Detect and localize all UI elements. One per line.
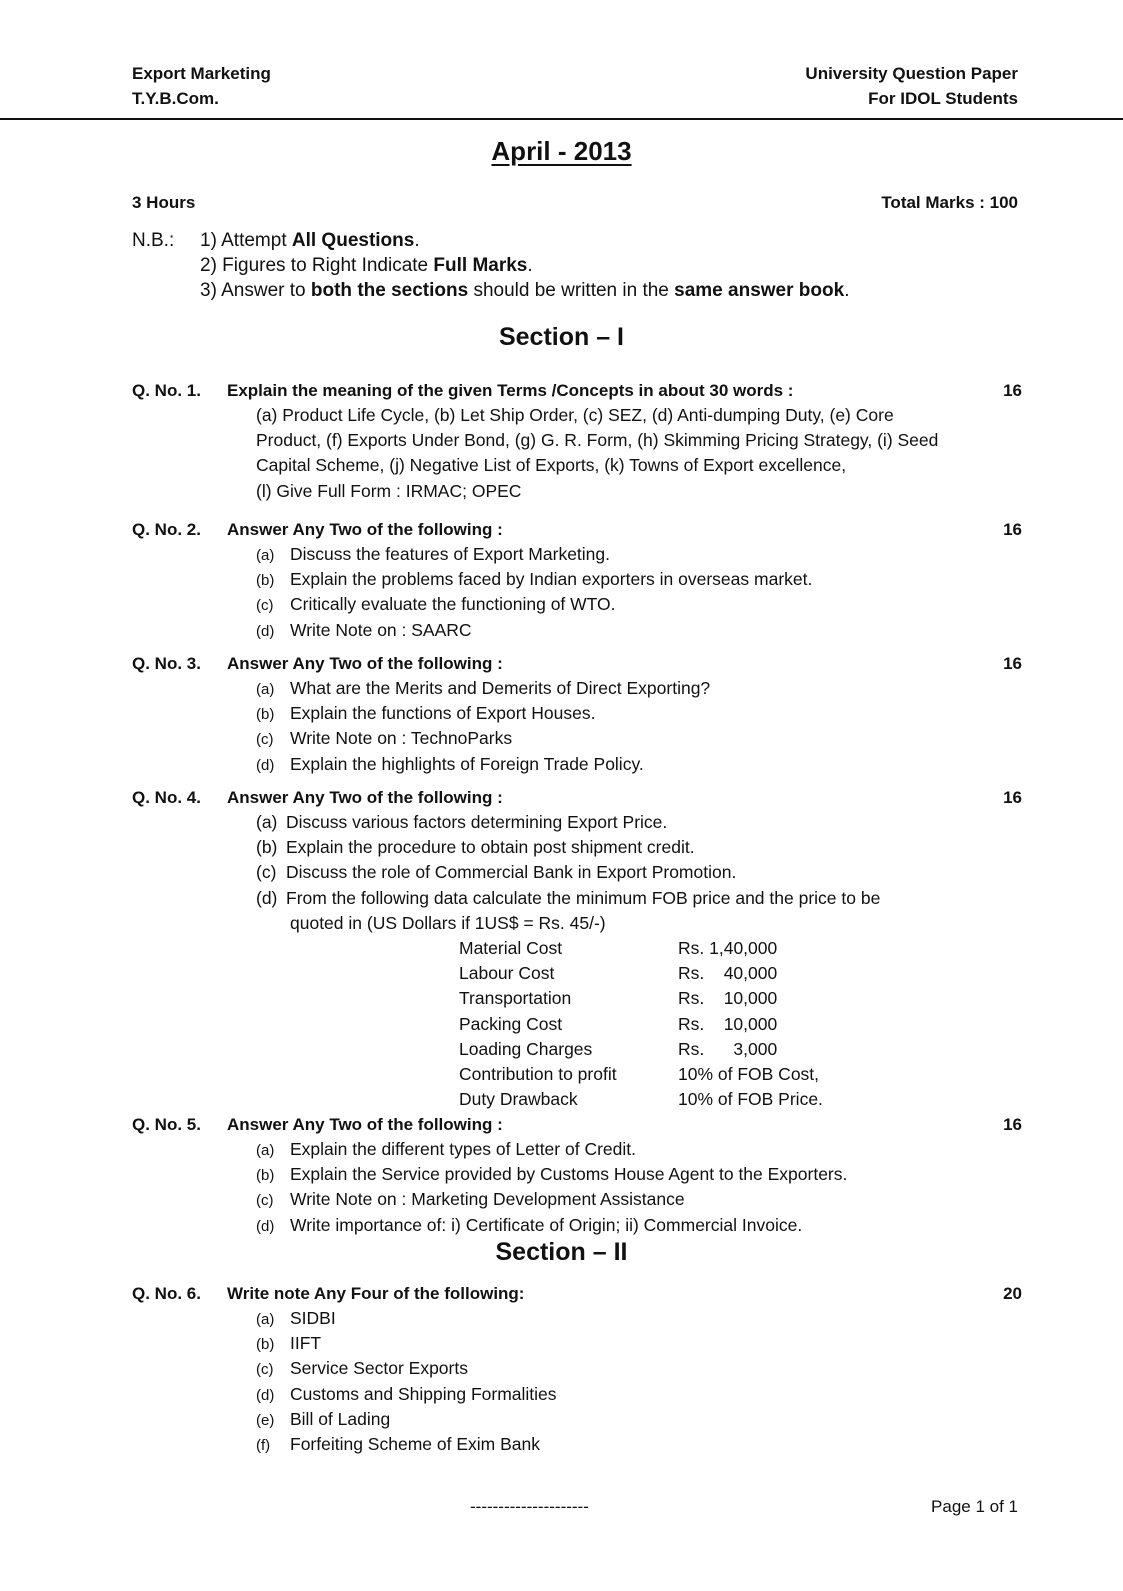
instruction-item — [200, 228, 849, 253]
cost-label: Duty Drawback — [459, 1089, 578, 1110]
question-prompt: Answer Any Two of the following : — [227, 654, 503, 673]
course-name: T.Y.B.Com. — [132, 89, 219, 108]
option-item — [256, 886, 1022, 911]
option-tag: (b) — [256, 706, 275, 724]
cost-data-table — [459, 936, 823, 1112]
instruction-item — [200, 253, 849, 278]
question-options — [256, 676, 1022, 777]
header-right — [805, 61, 1018, 111]
instruction-emphasis: Full Marks — [433, 255, 528, 276]
option-item — [256, 752, 1022, 777]
header-divider — [0, 118, 1123, 120]
cost-value: Rs. 10,000 — [678, 1013, 778, 1034]
option-item — [256, 1306, 1022, 1331]
question-number: Q. No. 2. — [132, 520, 201, 539]
option-item — [256, 567, 1022, 592]
page-number: Page 1 of 1 — [931, 1497, 1018, 1516]
option-item — [256, 1137, 1022, 1162]
option-text: Write importance of: i) Certificate of Origin; ii) Commercial Invoice. — [290, 1214, 803, 1235]
audience: For IDOL Students — [868, 89, 1018, 108]
option-item — [256, 726, 1022, 751]
option-item — [256, 1432, 1022, 1457]
option-item — [256, 1187, 1022, 1212]
option-tag: (b) — [256, 1336, 275, 1354]
cost-label: Transportation — [459, 988, 572, 1009]
question-number: Q. No. 3. — [132, 654, 201, 673]
option-item — [256, 1213, 1022, 1238]
instruction-emphasis: same answer book — [674, 280, 845, 301]
option-tag: (d) — [256, 756, 275, 774]
question-marks: 16 — [1003, 381, 1022, 400]
instruction-text: 3) Answer to — [200, 280, 311, 301]
option-tag: (b) — [256, 837, 278, 858]
question-number: Q. No. 5. — [132, 1115, 201, 1134]
question-prompt: Answer Any Two of the following : — [227, 520, 503, 539]
option-text: Explain the procedure to obtain post shipment credit. — [286, 837, 695, 858]
instruction-text: . — [527, 255, 533, 276]
total-marks: Total Marks : 100 — [881, 193, 1018, 212]
option-tag: (d) — [256, 622, 275, 640]
table-row — [459, 1012, 823, 1037]
option-tag: (b) — [256, 572, 275, 590]
question-5 — [132, 1112, 1022, 1238]
option-tag: (d) — [256, 887, 278, 908]
option-text: Forfeiting Scheme of Exim Bank — [290, 1433, 540, 1454]
option-tag: (a) — [256, 681, 275, 698]
question-number: Q. No. 4. — [132, 788, 201, 807]
option-tag: (c) — [256, 731, 274, 749]
instruction-emphasis: both the sections — [310, 280, 469, 301]
question-prompt: Write note Any Four of the following: — [227, 1284, 525, 1303]
question-header — [132, 651, 1022, 676]
option-tag: (a) — [256, 1311, 275, 1328]
option-tag: (c) — [256, 597, 274, 615]
end-of-paper-marker: --------------------- — [470, 1497, 589, 1516]
table-row — [459, 986, 823, 1011]
option-text: Service Sector Exports — [290, 1358, 468, 1379]
instruction-text: . — [844, 280, 850, 301]
option-text: What are the Merits and Demerits of Direct Exporting? — [290, 678, 711, 698]
option-item — [256, 701, 1022, 726]
question-prompt: Answer Any Two of the following : — [227, 788, 503, 807]
question-header — [132, 517, 1022, 542]
option-tag: (f) — [256, 1436, 271, 1454]
question-options — [256, 1306, 1022, 1457]
instructions-label: N.B.: — [132, 230, 175, 251]
question-options — [256, 1137, 1022, 1238]
cost-label: Packing Cost — [459, 1013, 563, 1034]
cost-label: Labour Cost — [459, 963, 555, 984]
option-item — [256, 1331, 1022, 1356]
section-heading: Section – II — [495, 1238, 628, 1266]
question-prompt: Explain the meaning of the given Terms /Concepts in about 30 words : — [227, 381, 794, 400]
option-tag: (c) — [256, 1361, 274, 1379]
table-row — [459, 1037, 823, 1062]
question-6 — [132, 1281, 1022, 1457]
term-line: Product, (f) Exports Under Bond, (g) G. R. Form, (h) Skimming Pricing Strategy, (i) Seed — [256, 430, 939, 451]
table-row — [459, 1087, 823, 1112]
question-3 — [132, 651, 1022, 777]
question-number: Q. No. 6. — [132, 1284, 201, 1303]
cost-value: Rs. 3,000 — [678, 1038, 778, 1059]
option-tag: (c) — [256, 1192, 274, 1210]
table-row — [459, 936, 823, 961]
option-text: Explain the problems faced by Indian exporters in overseas market. — [290, 569, 813, 590]
option-text: Write Note on : SAARC — [290, 619, 472, 640]
question-body — [256, 403, 1022, 504]
question-1 — [132, 378, 1022, 504]
option-text: Write Note on : TechnoParks — [290, 728, 513, 749]
option-text: Critically evaluate the functioning of WTO. — [290, 594, 616, 615]
question-header — [132, 1112, 1022, 1137]
question-options — [256, 810, 1022, 1112]
question-marks: 16 — [1003, 788, 1022, 807]
instruction-text: 1) Attempt — [200, 230, 292, 251]
instruction-emphasis: All Questions — [291, 230, 415, 251]
option-item — [256, 1407, 1022, 1432]
cost-label: Material Cost — [459, 937, 563, 958]
option-item — [256, 835, 1022, 860]
option-tag: (a) — [256, 1142, 275, 1159]
cost-value: Rs. 40,000 — [678, 963, 778, 984]
option-text: Discuss the role of Commercial Bank in Export Promotion. — [286, 862, 737, 883]
option-tag: (b) — [256, 1167, 275, 1185]
table-row — [459, 1062, 823, 1087]
instructions-list — [200, 228, 849, 303]
paper-type: University Question Paper — [805, 64, 1018, 83]
option-text: From the following data calculate the minimum FOB price and the price to be — [286, 887, 881, 908]
option-item — [256, 618, 1022, 643]
option-text: Write Note on : Marketing Development Assistance — [290, 1189, 685, 1210]
question-2 — [132, 517, 1022, 643]
option-item — [256, 1382, 1022, 1407]
subject-name: Export Marketing — [132, 64, 271, 83]
question-prompt: Answer Any Two of the following : — [227, 1115, 503, 1134]
table-row — [459, 961, 823, 986]
option-tag: (c) — [256, 862, 277, 883]
exam-title: April - 2013 — [491, 136, 632, 166]
option-tag: (d) — [256, 1217, 275, 1235]
option-tag: (a) — [256, 812, 278, 832]
header-left — [132, 61, 271, 111]
term-line: (l) Give Full Form : IRMAC; OPEC — [256, 480, 522, 501]
option-item — [256, 1356, 1022, 1381]
question-number: Q. No. 1. — [132, 381, 201, 400]
question-options — [256, 542, 1022, 643]
option-text: Discuss the features of Export Marketing. — [290, 544, 610, 564]
option-item — [256, 592, 1022, 617]
option-text: SIDBI — [290, 1308, 336, 1328]
option-item — [256, 860, 1022, 885]
cost-value: Rs. 10,000 — [678, 988, 778, 1009]
option-text: Bill of Lading — [290, 1408, 391, 1429]
option-text: Customs and Shipping Formalities — [290, 1383, 557, 1404]
term-line: (a) Product Life Cycle, (b) Let Ship Order, (c) SEZ, (d) Anti-dumping Duty, (e) Core — [256, 405, 894, 425]
option-item — [256, 810, 1022, 835]
option-item — [256, 542, 1022, 567]
cost-label: Loading Charges — [459, 1038, 593, 1059]
cost-value: 10% of FOB Price. — [678, 1089, 823, 1110]
option-item — [256, 676, 1022, 701]
option-tag: (a) — [256, 547, 275, 564]
option-text: Explain the functions of Export Houses. — [290, 703, 596, 724]
option-text: Explain the Service provided by Customs House Agent to the Exporters. — [290, 1164, 848, 1185]
instruction-text: should be written in the — [468, 280, 675, 301]
term-line: Capital Scheme, (j) Negative List of Exports, (k) Towns of Export excellence, — [256, 455, 847, 476]
cost-value: 10% of FOB Cost, — [678, 1063, 820, 1084]
option-text: Explain the different types of Letter of Credit. — [290, 1139, 636, 1159]
option-text: Discuss various factors determining Export Price. — [286, 812, 668, 832]
question-header — [132, 1281, 1022, 1306]
cost-label: Contribution to profit — [459, 1063, 617, 1084]
exam-duration: 3 Hours — [132, 193, 196, 212]
question-marks: 16 — [1003, 1115, 1022, 1134]
instruction-text: . — [414, 230, 420, 251]
option-text: Explain the highlights of Foreign Trade Policy. — [290, 753, 644, 774]
instruction-item — [200, 278, 849, 303]
question-marks: 20 — [1003, 1284, 1022, 1303]
option-item — [256, 1162, 1022, 1187]
question-header — [132, 378, 1022, 403]
option-tag: (e) — [256, 1411, 275, 1429]
option-tag: (d) — [256, 1386, 275, 1404]
question-4 — [132, 785, 1022, 1112]
cost-value: Rs. 1,40,000 — [678, 937, 778, 958]
instruction-text: 2) Figures to Right Indicate — [200, 255, 434, 276]
section-heading: Section – I — [498, 323, 625, 351]
option-continuation: quoted in (US Dollars if 1US$ = Rs. 45/-) — [290, 912, 606, 933]
option-text: IIFT — [290, 1333, 322, 1354]
question-marks: 16 — [1003, 520, 1022, 539]
question-marks: 16 — [1003, 654, 1022, 673]
question-header — [132, 785, 1022, 810]
